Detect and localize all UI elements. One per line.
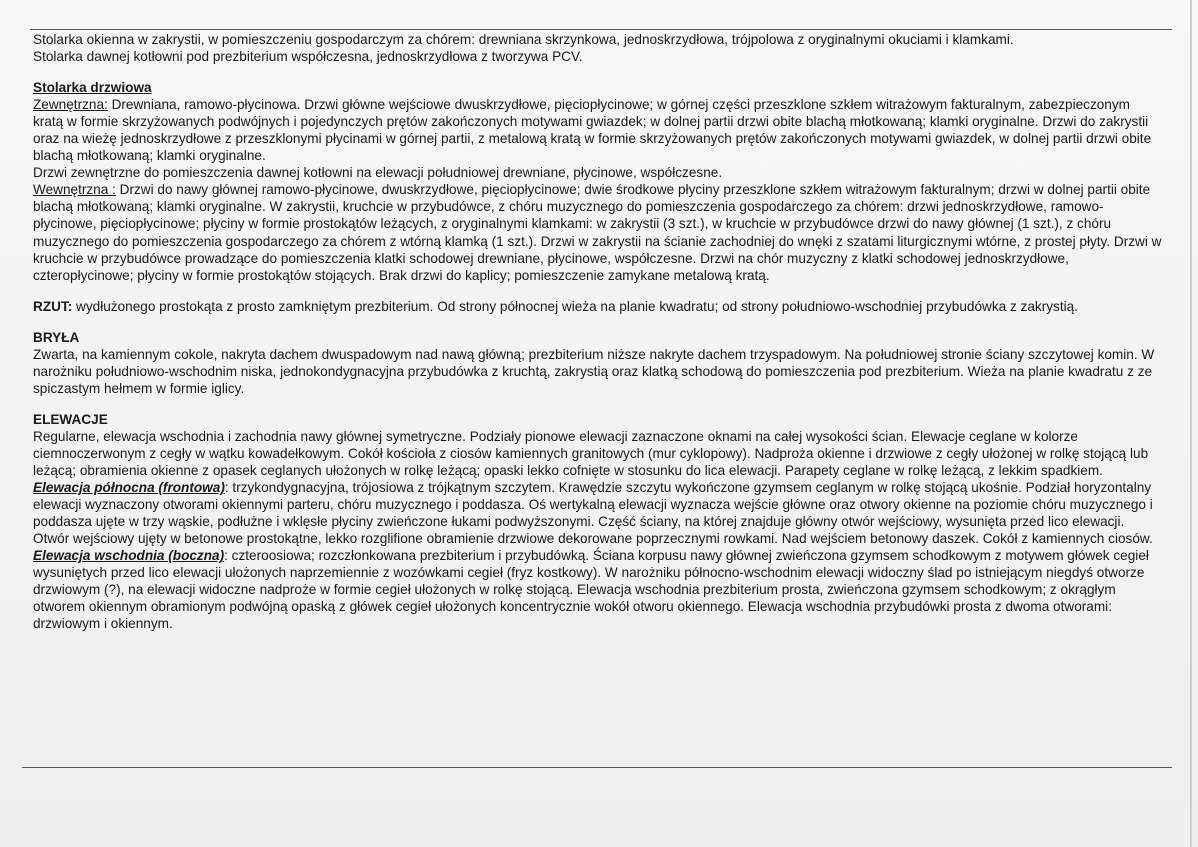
intro-section [33,31,1163,65]
elewacja-polnocna-text: : trzykondygnacyjna, trójosiowa z trójkątnym szczytem. Krawędzie szczytu wykończone gzymsem ceglanym w rolkę stojącą ukośnie. Podział horyzontalny elewacji wyznaczony otworami okiennymi parteru, chóru muzycznego i poddasza. Oś wertykalną elewacji wyznacza wejście główne oraz otwory okienne na poziomie chóru muzycznego i poddasza ujęte w trzy wąskie, podłużne i wklęsłe płyciny zwieńczone łukami podwyższonymi. Część ściany, na której znajduje główny otwór wejściowy, wysunięta przed lico elewacji. Otwór wejściowy ujęty w betonowe prostokątne, lekko rozglifione obramienie drzwiowe dekorowane poprzecznymi rowkami. Nad wejściem betonowy daszek. Cokół z kamiennych ciosów. [33,480,1153,547]
elewacja-wschodnia-text: : czteroosiowa; rozczłonkowana prezbiterium i przybudówką. Ściana korpusu nawy głównej zwieńczona gzymsem schodkowym z motywem główek cegieł wysuniętych przed lico elewacji ułożonych naprzemiennie z wozówkami cegieł (fryz kostkowy). W narożniku północno-wschodnim elewacji widoczny ślad po istniejącym niegdyś otworze drzwiowym (?), na elewacji widoczne nadproże w formie cegieł ułożonych w rolkę stojącą. Elewacja wschodnia prezbiterium prosta, zwieńczona gzymsem schodkowym; z okrągłym otworem okiennym obramionym podwójną opaską z główek cegieł ułożonych koncentrycznie wokół otworu okiennego. Elewacja wschodnia przybudówki prosta z dwoma otworami: drzwiowym i okiennym. [33,548,1149,632]
stolarka-drzwiowa-section [33,79,1163,284]
rzut-text: wydłużonego prostokąta z prosto zamkniętym prezbiterium. Od strony północnej wieża na planie kwadratu; od strony południowo-wschodniej przybudówka z zakrystią. [72,298,1078,314]
wewnetrzna-label: Wewnętrzna [33,182,113,198]
document-body [33,31,1163,633]
zewnetrzna-paragraph [33,96,1163,164]
elewacje-section [33,411,1163,633]
wewnetrzna-text: Drzwi do nawy głównej ramowo-płycinowe, dwuskrzydłowe, pięciopłycinowe; dwie środkowe płyciny przeszklone szkłem witrażowym fakturalnym; drzwi w dolnej partii obite blachą młotkowaną; klamki oryginalne. W zakrystii, kruchcie w przybudówce, z chóru muzycznego do pomieszczenia gospodarczego za chórem: drzwi jednoskrzydłowe, ramowo-płycinowe, pięciopłycinowe; płyciny w formie prostokątów leżących, z oryginalnymi klamkami: w zakrystii (3 szt.), w kruchcie w przybudówce drzwi do nawy głównej (1 szt.), z chóru muzycznego do pomieszczenia gospodarczego za chórem z wtórną klamką (1 szt.). Drzwi w zakrystii na ścianie zachodniej do wnęki z szatami liturgicznymi wtórne, z prostej płyty. Drzwi w kruchcie w przybudówce prowadzące do pomieszczenia klatki schodowej drewniane, płycinowe, współczesne. Drzwi na chór muzyczny z klatki schodowej jednoskrzydłowe, czteropłycinowe; płyciny w formie prostokątów stojących. Brak drzwi do kaplicy; pomieszczenie zamykane metalową kratą. [33,182,1162,283]
elewacja-polnocna-label: Elewacja północna (frontowa) [33,480,225,496]
wewnetrzna-colon: : [112,182,116,198]
elewacje-text: Regularne, elewacja wschodnia i zachodnia nawy głównej symetryczne. Podziały pionowe elewacji zaznaczone oknami na całej wysokości ścian. Elewacje ceglane w kolorze ciemnoczerwonym z cegły w wątku kowadełkowym. Cokół kościoła z ciosów kamiennych granitowych (mur cyklopowy). Nadproża okienne i drzwiowe z cegły ułożonej w rolkę stojącą lub leżącą; obramienia okienne z opasek ceglanych ułożonych w rolkę leżącą; opaski lekko cofnięte w stosunku do lica elewacji. Parapety ceglane w rolkę leżącą, z lekkim spadkiem. [33,428,1149,479]
intro-paragraph-1: Stolarka okienna w zakrystii, w pomieszczeniu gospodarczym za chórem: drewniana skrzynkowa, jednoskrzydłowa, trójpolowa z oryginalnymi okuciami i klamkami. [33,32,1014,47]
elewacja-wschodnia-label: Elewacja wschodnia (boczna) [33,548,225,564]
page-edge [1190,0,1192,847]
zewnetrzna-paragraph-2: Drzwi zewnętrzne do pomieszczenia dawnej kotłowni na elewacji południowej drewniane, płycinowe, współczesne. [33,165,723,181]
zewnetrzna-text: Drewniana, ramowo-płycinowa. Drzwi główne wejściowe dwuskrzydłowe, pięciopłycinowe; w górnej części przeszklone szkłem witrażowym fakturalnym, zabezpieczonym kratą w formie skrzyżowanych podwójnych i pojedynczych prętów zakończonych motywami gwiazdek; w dolnej partii drzwi obite blachą młotkowaną; klamki oryginalne. Drzwi do zakrystii oraz na wieżę jednoskrzydłowe z przeszklonymi płycinami w górnej partii, z metalową kratą w formie skrzyżowanych prętów zakończonych motywami gwiazdek, w dolnej partii drzwi obite blachą młotkowaną; klamki oryginalne. [33,97,1152,164]
rzut-section [33,298,1163,315]
top-rule [30,29,1172,30]
elewacja-wschodnia-paragraph [33,547,1163,632]
intro-paragraph-2: Stolarka dawnej kotłowni pod prezbiterium współczesna, jednoskrzydłowa z tworzywa PCV. [33,49,583,65]
elewacje-heading: ELEWACJE [33,411,108,427]
bryla-heading: BRYŁA [33,329,80,345]
bryla-section [33,329,1163,397]
zewnetrzna-label: Zewnętrzna: [33,97,108,113]
wewnetrzna-paragraph [33,181,1163,283]
rzut-paragraph [33,298,1163,315]
bryla-text: Zwarta, na kamiennym cokole, nakryta dachem dwuspadowym nad nawą główną; prezbiterium niższe nakryte dachem trzyspadowym. Na południowej stronie ściany szczytowej komin. W narożniku południowo-wschodnim niska, jednokondygnacyjna przybudówka z kruchtą, zakrystią oraz klatką schodową do pomieszczenia pod prezbiterium. Wieża na planie kwadratu z ze spiczastym hełmem w formie iglicy. [33,346,1155,396]
rzut-label: RZUT: [33,298,73,314]
elewacja-polnocna-paragraph [33,479,1163,547]
bottom-rule [22,767,1172,768]
section-heading: Stolarka drzwiowa [33,80,152,96]
